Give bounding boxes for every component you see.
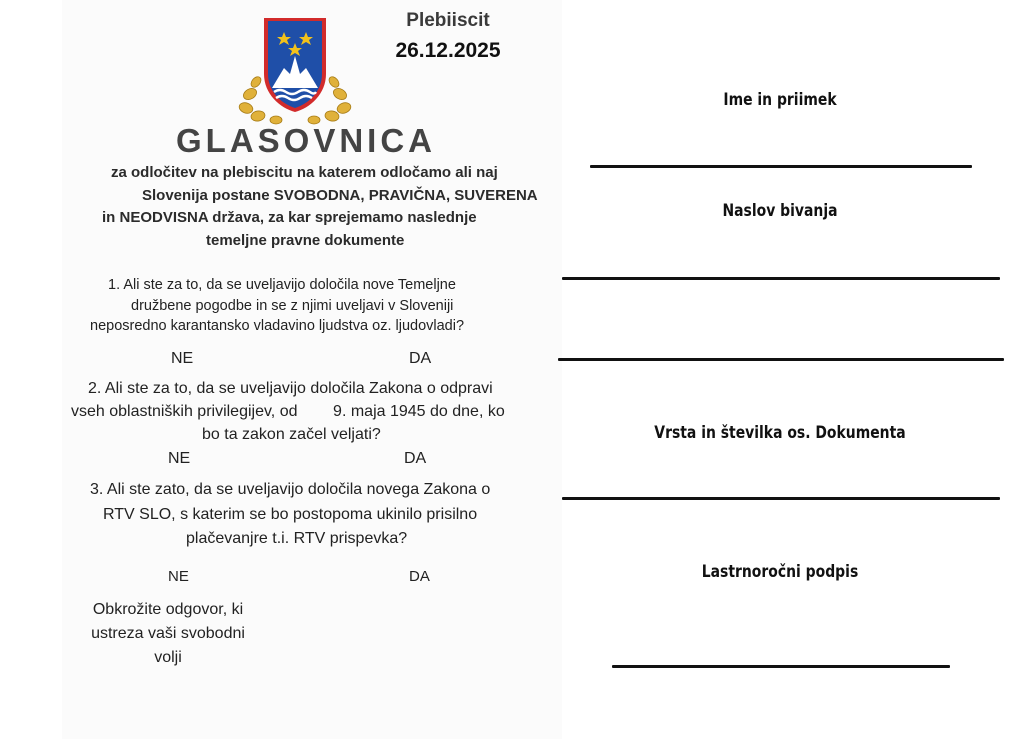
question-1-line: družbene pogodbe in se z njimi uveljavi v Sloveniji (131, 298, 454, 314)
question-3-line: plačevanjre t.i. RTV prispevka? (186, 530, 408, 547)
name-label: Ime in priimek (723, 90, 837, 110)
question-1-option-yes[interactable]: DA (409, 350, 432, 367)
document-label: Vrsta in številka os. Dokumenta (654, 423, 906, 443)
question-1-option-no[interactable]: NE (171, 350, 194, 367)
name-field[interactable] (590, 165, 972, 168)
question-3-line: 3. Ali ste zato, da se uveljavijo določila novega Zakona o (90, 481, 491, 498)
address-field-line-2[interactable] (558, 358, 1004, 361)
address-field-line-1[interactable] (562, 277, 1000, 280)
intro-line: temeljne pravne dokumente (206, 232, 405, 249)
question-3-option-no[interactable]: NE (168, 568, 189, 585)
instruction-text (78, 598, 258, 670)
question-2-option-yes[interactable]: DA (404, 450, 427, 467)
question-2-line: vseh oblastniških privilegijev, od 9. maja 1945 do dne, ko (71, 403, 505, 420)
instruction-line: ustreza vaši svobodni (91, 625, 245, 642)
signature-field[interactable] (612, 665, 950, 668)
intro-line: in NEODVISNA država, za kar sprejemamo naslednje (102, 209, 477, 226)
instruction-line: volji (154, 649, 182, 666)
document-field[interactable] (562, 497, 1000, 500)
plebiscite-date: 26.12.2025 (395, 39, 501, 62)
intro-line: za odločitev na plebiscitu na katerem odločamo ali naj (111, 164, 498, 181)
plebiscite-title: Plebiiscit (406, 10, 490, 31)
ballot-title: GLASOVNICA (176, 122, 437, 159)
coat-of-arms-icon (236, 12, 354, 128)
address-label: Naslov bivanja (722, 201, 838, 221)
question-1-line: 1. Ali ste za to, da se uveljavijo določila nove Temeljne (108, 277, 456, 293)
question-2-line: 2. Ali ste za to, da se uveljavijo določila Zakona o odpravi (88, 380, 493, 397)
signature-label: Lastrnoročni podpis (701, 562, 859, 582)
question-3-line: RTV SLO, s katerim se bo postopoma ukinilo prisilno (103, 506, 478, 523)
question-2-option-no[interactable]: NE (168, 450, 191, 467)
question-2-line: bo ta zakon začel veljati? (202, 426, 381, 443)
question-3-option-yes[interactable]: DA (409, 568, 430, 585)
intro-line: Slovenija postane SVOBODNA, PRAVIČNA, SUVERENA (142, 187, 538, 204)
question-1-line: neposredno karantansko vladavino ljudstva oz. ljudovladi? (90, 318, 465, 334)
instruction-line: Obkrožite odgovor, ki (92, 601, 244, 618)
